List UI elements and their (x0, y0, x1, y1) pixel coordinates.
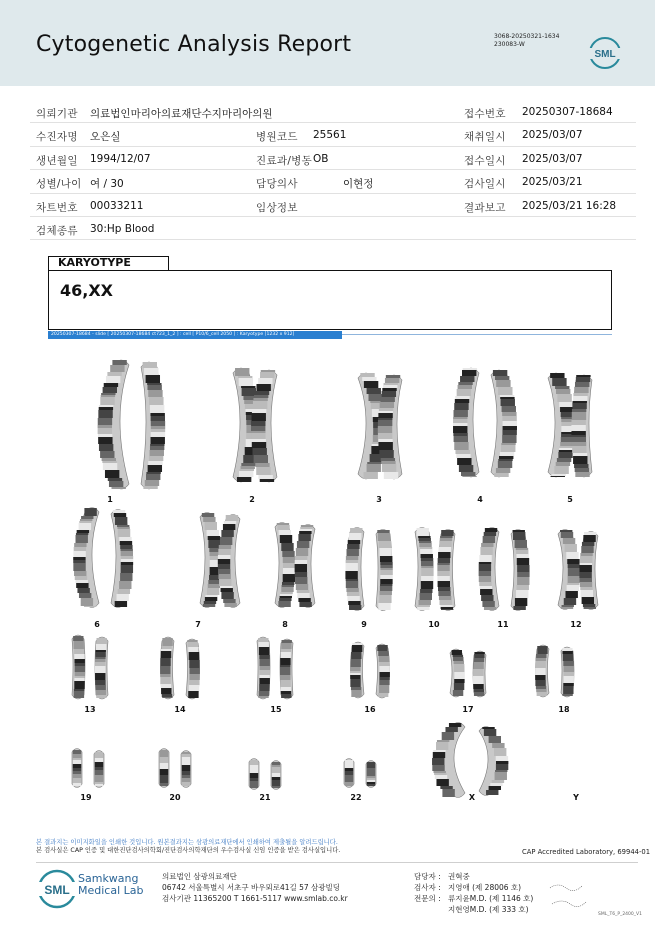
sml-logo-icon (588, 36, 622, 70)
caption-divider (342, 334, 612, 335)
form-code: SML_T6_P_2400_V1 (598, 912, 642, 917)
staff-signatures: 담당자 : 권혁중 검사자 : 지영애 (제 28006 호) 전문의 : 류지윤M.D. (제 1146 호) 지현영M.D. (제 333 호) (414, 872, 534, 914)
karyogram-image (40, 345, 630, 815)
hospital-code: 25561 (313, 129, 347, 142)
chromosome-label: 3 (376, 495, 382, 504)
chromosome-4-a (453, 368, 479, 477)
karyogram-caption-bar: 20250307-18684 - slide [ 20250307-18684 ct723_1_2 ] : cell [ P10/6_cell 2050 ] : Karyotype [1232 x 912] (48, 331, 342, 339)
birth-date: 1994/12/07 (90, 152, 151, 165)
chromosome-21-b (271, 761, 281, 790)
requesting-institution: 의료법인마리아의료재단수지마리아의원 (90, 108, 273, 120)
chromosome-20-b (181, 751, 191, 788)
svg-text:SML: SML (44, 883, 70, 897)
karyotype-result-box (48, 270, 612, 330)
chromosome-label: 19 (80, 793, 92, 802)
chromosome-label: 8 (282, 620, 288, 629)
chromosome-label: 10 (428, 620, 440, 629)
result-report-date: 2025/03/21 16:28 (522, 199, 617, 212)
chromosome-9-b (376, 530, 393, 611)
chromosome-6-a (73, 508, 99, 608)
sml-footer-logo-icon (36, 868, 78, 910)
report-code: 3068-20250321-1634 230083-W (494, 33, 560, 48)
attending-physician: 이현정 (343, 178, 374, 191)
chromosome-8-b (295, 525, 315, 608)
chromosome-19-a (72, 749, 82, 788)
karyotype-tab-label: KARYOTYPE (48, 256, 169, 270)
specimen-type: 30:Hp Blood (90, 222, 155, 235)
chromosome-9-a (345, 528, 364, 611)
info-row: 수진자명 오은실 병원코드 25561 채취일시 2025/03/07 (30, 123, 636, 146)
info-row: 검체종류 30:Hp Blood (30, 217, 636, 240)
chromosome-label: 1 (107, 495, 113, 504)
chromosome-13-b (95, 637, 108, 699)
chromosome-14-a (160, 637, 174, 699)
collection-date: 2025/03/07 (522, 129, 583, 142)
chromosome-x-a (432, 723, 465, 798)
chromosome-label: 17 (462, 705, 474, 714)
chromosome-label: 13 (84, 705, 96, 714)
chromosome-18-b (561, 647, 574, 697)
patient-info-table (30, 100, 636, 240)
chromosome-16-b (376, 644, 390, 698)
chromosome-label: 2 (249, 495, 255, 504)
cap-accreditation: CAP Accredited Laboratory, 69944-01 (522, 848, 651, 856)
chromosome-15-b (280, 639, 293, 699)
chromosome-15-a (257, 637, 270, 699)
chromosome-13-a (72, 635, 85, 699)
institution-info: 의료법인 삼광의료재단 06742 서울특별시 서초구 바우뫼로41길 57 삼광빌딩 검사기관 11365200 T 1661-5117 www.smlab.co.kr (162, 872, 348, 903)
lab-name: Samkwang Medical Lab (78, 872, 144, 897)
chromosome-5-b (571, 375, 592, 477)
chromosome-label: 14 (174, 705, 186, 714)
sex-age: 여 / 30 (90, 178, 124, 191)
chromosome-x-b (479, 727, 508, 796)
chromosome-12-a (558, 530, 580, 610)
karyotype-result: 46,XX (60, 281, 114, 300)
chromosome-label: 15 (270, 705, 282, 714)
chromosome-label: 7 (195, 620, 201, 629)
info-row: 의뢰기관 의료법인마리아의료재단수지마리아의원 접수번호 20250307-18684 (30, 100, 636, 123)
chromosome-label: 20 (169, 793, 181, 802)
chromosome-label: 21 (259, 793, 271, 802)
test-date: 2025/03/21 (522, 176, 583, 189)
chromosome-label: 22 (350, 793, 362, 802)
chromosome-8-a (275, 523, 295, 608)
chromosome-21-a (249, 759, 259, 790)
info-row: 차트번호 00033211 임상정보 결과보고 2025/03/21 16:28 (30, 194, 636, 217)
chromosome-label: X (468, 793, 476, 802)
chart-number: 00033211 (90, 199, 144, 212)
chromosome-1-a (98, 360, 129, 489)
accession-number: 20250307-18684 (522, 106, 613, 118)
chromosome-22-b (366, 761, 376, 788)
chromosome-16-a (350, 642, 364, 698)
signature-scribble (548, 880, 588, 910)
chromosome-label: 9 (361, 620, 367, 629)
report-header (0, 0, 655, 86)
chromosome-10-a (415, 528, 434, 611)
chromosome-14-b (186, 639, 200, 699)
chromosome-17-a (450, 649, 465, 697)
receipt-date: 2025/03/07 (522, 152, 583, 165)
chromosome-19-b (94, 751, 104, 788)
chromosome-4-b (491, 370, 517, 477)
report-title: Cytogenetic Analysis Report (36, 32, 352, 57)
chromosome-label: 5 (567, 495, 573, 504)
chromosome-12-b (579, 532, 598, 610)
chromosome-7-b (218, 515, 240, 608)
chromosome-3-b (378, 375, 402, 479)
footer-note: 본 검사실은 CAP 인증 및 대한진단검사의학회/진단검사의학재단의 우수검사실 신임 인증을 받은 검사실입니다. (36, 847, 341, 854)
chromosome-18-a (535, 645, 549, 697)
patient-name: 오은실 (90, 131, 121, 144)
chromosome-label: 16 (364, 705, 376, 714)
chromosome-label: 12 (570, 620, 582, 629)
department: OB (313, 152, 329, 165)
chromosome-10-b (437, 530, 455, 611)
footer-note-blue: 본 결과지는 이미지화일을 인쇄한 것입니다. 원본결과지는 삼광의료재단에서 인쇄하여 제출될을 알려드립니다. (36, 839, 338, 846)
chromosome-label: 18 (558, 705, 570, 714)
chromosome-6-b (111, 510, 133, 608)
chromosome-20-a (159, 749, 169, 788)
chromosome-1-b (141, 362, 165, 489)
footer-divider (36, 862, 638, 863)
chromosome-22-a (344, 759, 354, 788)
svg-text:SML: SML (594, 49, 616, 60)
chromosome-11-a (479, 528, 499, 611)
chromosome-17-b (473, 651, 486, 697)
chromosome-label: 6 (94, 620, 100, 629)
info-row: 성별/나이 여 / 30 담당의사 이현정 검사일시 2025/03/21 (30, 170, 636, 193)
chromosome-label: 11 (497, 620, 509, 629)
chromosome-label: 4 (477, 495, 483, 504)
chromosome-11-b (511, 530, 530, 611)
chromosome-label: Y (573, 793, 579, 802)
info-row: 생년월일 1994/12/07 진료과/병동 OB 접수일시 2025/03/07 (30, 147, 636, 170)
